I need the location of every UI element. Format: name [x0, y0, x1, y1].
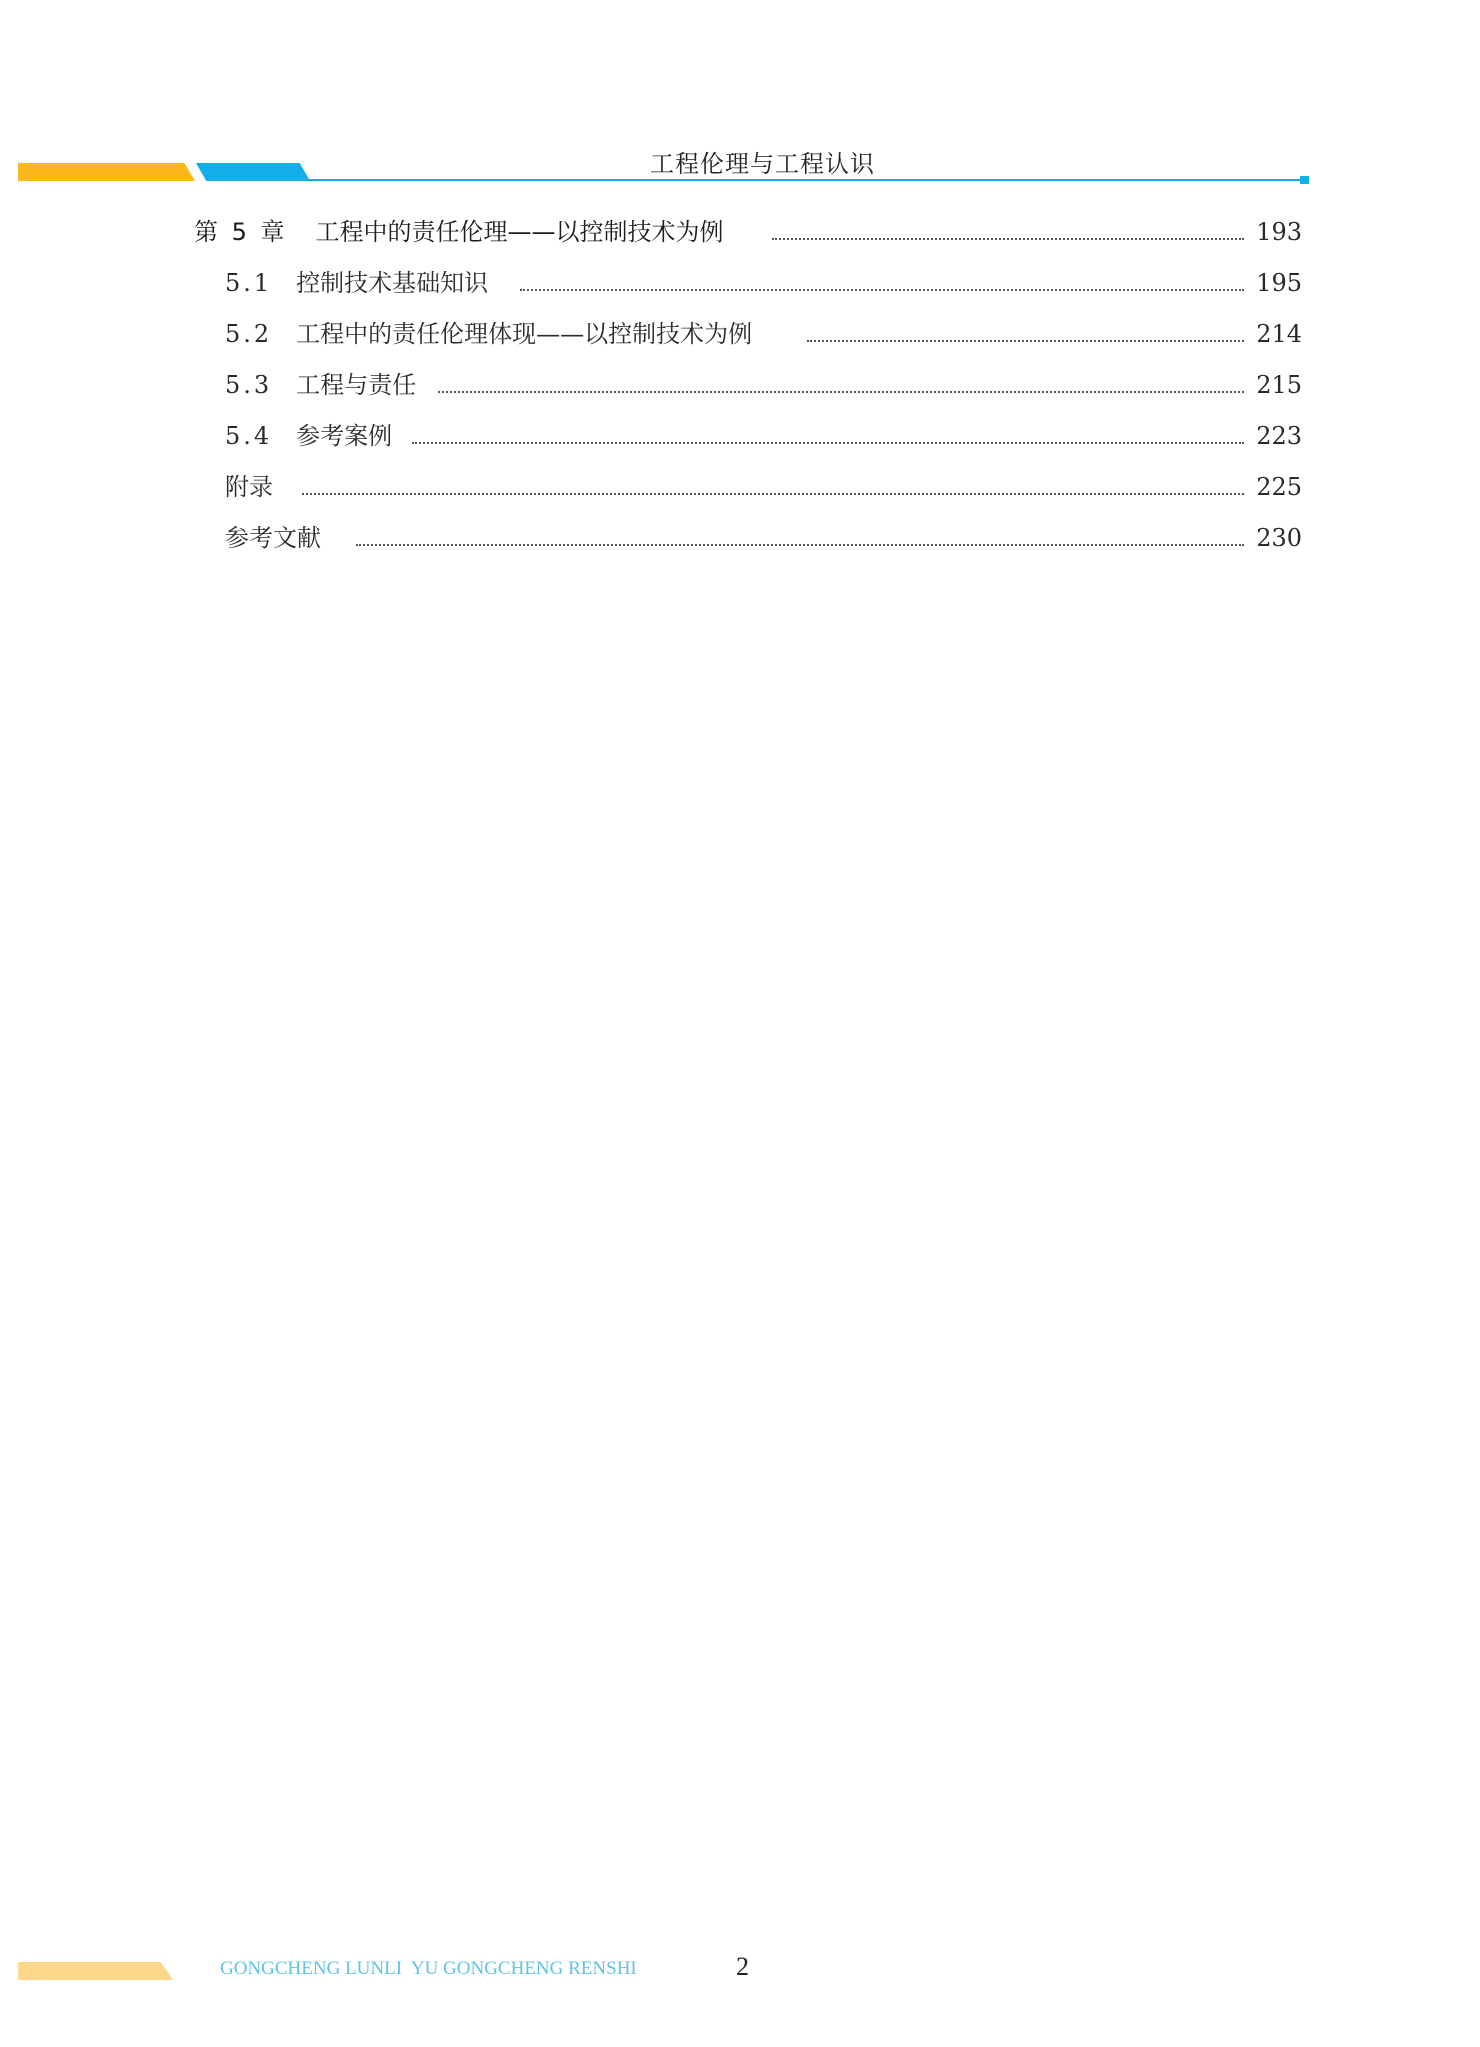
toc-chapter-number: 第 5 章	[194, 218, 288, 246]
toc-section-entry	[0, 263, 1480, 303]
header-rule	[300, 179, 1306, 181]
footer-yellow-stripe	[18, 1962, 173, 1980]
toc-leader-dots	[772, 238, 1244, 240]
toc-section-number: 5.4	[225, 422, 273, 450]
toc-section-title: 参考案例	[296, 422, 393, 450]
toc-section-number: 5.1	[225, 269, 273, 297]
toc-section-entry	[0, 365, 1480, 405]
toc-section-title: 控制技术基础知识	[296, 269, 489, 297]
toc-chapter-title: 工程中的责任伦理——以控制技术为例	[315, 218, 724, 246]
toc-section-title: 工程中的责任伦理体现——以控制技术为例	[296, 320, 753, 348]
footer-running-title: GONGCHENG LUNLI YU GONGCHENG RENSHI	[220, 1958, 637, 1979]
running-header-title: 工程伦理与工程认识	[650, 150, 875, 178]
toc-leader-dots	[356, 544, 1244, 546]
toc-appendix-page: 225	[1256, 473, 1302, 501]
toc-leader-dots	[807, 340, 1244, 342]
header-yellow-stripe	[18, 163, 195, 181]
toc-section-entry	[0, 416, 1480, 456]
toc-section-number: 5.3	[225, 371, 273, 399]
toc-section-page: 195	[1256, 269, 1302, 297]
toc-leader-dots	[520, 289, 1244, 291]
toc-leader-dots	[438, 391, 1244, 393]
toc-section-title: 工程与责任	[296, 371, 417, 399]
toc-leader-dots	[302, 493, 1244, 495]
toc-references-title: 参考文献	[225, 524, 321, 552]
toc-appendix-title: 附录	[225, 473, 273, 501]
toc-references-page: 230	[1256, 524, 1302, 552]
toc-section-page: 215	[1256, 371, 1302, 399]
toc-section-number: 5.2	[225, 320, 273, 348]
footer-page-number: 2	[736, 1952, 749, 1981]
toc-appendix-entry	[0, 467, 1480, 507]
header-rule-end-mark	[1300, 176, 1309, 184]
toc-chapter-page: 193	[1256, 218, 1302, 246]
toc-section-page: 223	[1256, 422, 1302, 450]
header-blue-stripe	[196, 163, 310, 181]
toc-chapter-entry	[0, 212, 1480, 252]
toc-leader-dots	[412, 442, 1244, 444]
toc-section-entry	[0, 314, 1480, 354]
toc-section-page: 214	[1256, 320, 1302, 348]
toc-references-entry	[0, 518, 1480, 558]
